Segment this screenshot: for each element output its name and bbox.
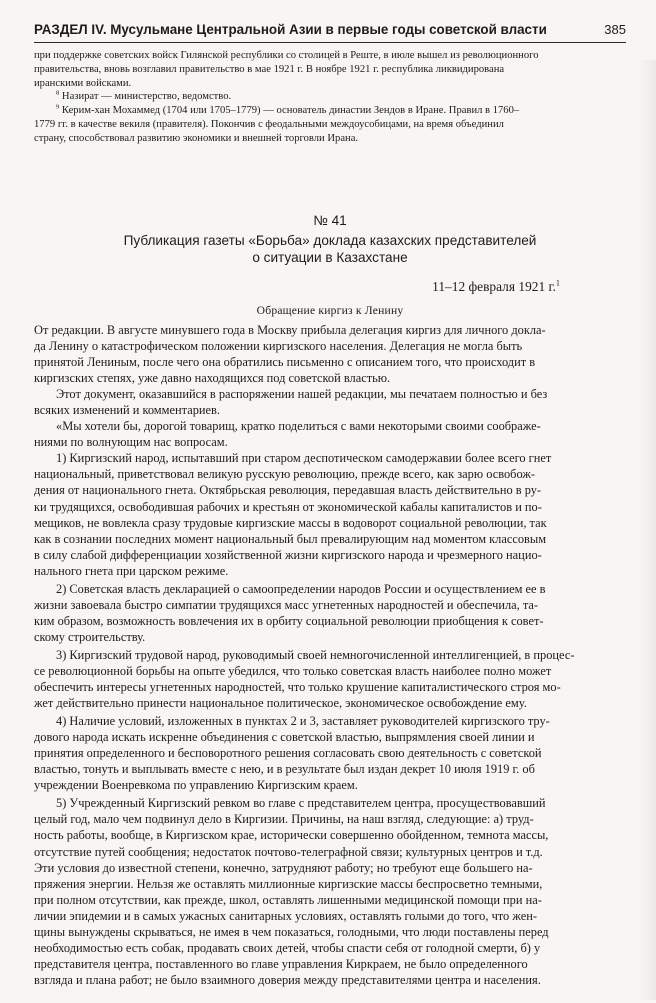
footnote-9-line: 1779 гг. в качестве векиля (правителя). Покончив с феодальными междоусобицами, на время объединил: [34, 118, 504, 130]
body-line: От редакции. В августе минувшего года в Москву прибыла делегация киргиз для личного докла-: [34, 323, 546, 337]
body-line: «Мы хотели бы, дорогой товарищ, кратко поделиться с вами некоторыми своими соображе-: [56, 419, 541, 434]
body-line: Этот документ, оказавшийся в распоряжении нашей редакции, мы печатаем полностью и без: [56, 387, 548, 402]
body-line: 1) Киргизский народ, испытавший при старом деспотическом самодержавии более всего гнет: [56, 451, 552, 466]
footnote-9: [34, 104, 626, 118]
running-header: [34, 20, 626, 43]
footnotes-block: [34, 49, 626, 146]
body-line: 4) Наличие условий, изложенных в пунктах 2 и 3, заставляет руководителей киргизского тру-: [56, 714, 550, 729]
document-body: [34, 322, 626, 988]
body-line: киргизских степях, уже давно находящихся под советской властью.: [34, 371, 391, 386]
footnote-9-line: страну, способствовал развитию экономики и внешней торговли Ирана.: [34, 132, 359, 144]
body-line: мещиков, не вовлекла сразу трудовые киргизские массы в водоворот социальной революции, так: [34, 515, 547, 530]
section-title: РАЗДЕЛ IV. Мусульмане Центральной Азии в первые годы советской власти: [34, 22, 547, 37]
body-line: Эти условия до известной степени, конечно, затрудняют работу; но требуют еще большего на-: [34, 860, 533, 875]
body-line: се революционной борьбы на опыте убедился, что только советская власть наиболее полно может: [34, 663, 552, 678]
document-title: [60, 232, 600, 266]
body-line: жет действительно принести национальное политическое, экономическое освобождение ему.: [34, 696, 527, 711]
footnote-continuation-line: при поддержке советских войск Гилянской республики со столицей в Реште, в июле вышел из революционного: [34, 50, 539, 61]
body-line: взгляда и плана работ; не было взаимного доверия между представителями центра и населения.: [34, 972, 541, 987]
body-line: властью, тонуть и выплывать вместе с нею, и в результате был издан декрет 10 июля 1919 г. об: [34, 762, 535, 777]
body-line: ность работы, вообще, в Киргизском крае, исторически совершенно обойденном, темнота массы,: [34, 828, 549, 843]
body-line: при полном отсутствии, как прежде, школ, оставлять лишенными медицинской помощи при на-: [34, 892, 542, 907]
footnote-8-marker: 8: [56, 89, 60, 97]
body-line: ки трудящихся, освободившая рабочих и крестьян от экономической кабалы капиталистов и по-: [34, 499, 542, 514]
body-line: 5) Учрежденный Киргизский ревком во главе с представителем центра, просуществовавший: [56, 796, 546, 811]
body-line: 3) Киргизский трудовой народ, руководимый своей немногочисленной интеллигенцией, в процес-: [56, 647, 575, 662]
footnote-continuation-line: иранскими войсками.: [34, 77, 132, 89]
footnote-continuation-line: правительства, вновь возглавил правительство в мае 1921 г. В ноябре 1921 г. республика ликвидирована: [34, 63, 505, 75]
body-line: дового народа искать искренне объединения с советской властью, выпрямления своей линии и: [34, 730, 535, 745]
body-line: да Ленину о катастрофическом положении киргизского населения. Делегация не могла быть: [34, 339, 523, 354]
footnote-8: [34, 90, 626, 104]
body-line: личии эпидемии и в самых ужасных санитарных условиях, оставлять голыми до того, что жен-: [34, 908, 538, 923]
body-line: щины вынуждены скрываться, не имея в чем показаться, голодными, что люди поставлены перед: [34, 924, 549, 939]
body-line: целый год, мало чем подвинул дело в Киргизии. Причины, на наш взгляд, следующие: а) труд-: [34, 812, 534, 827]
body-line: необходимостью есть собак, продавать своих детей, чтобы спасти себя от голодной смерти, б) у: [34, 940, 541, 955]
body-line: в силу слабой дифференциации хозяйственной жизни киргизского народа и чрезмерного нацио-: [34, 547, 542, 562]
document-date: [432, 279, 560, 295]
document-subheading: Обращение киргиз к Ленину: [256, 304, 404, 317]
body-line: отсутствие путей сообщения; недостаток почтово-телеграфной связи; культурных центров и т.д.: [34, 844, 543, 859]
body-line: дения от национального гнета. Октябрьская революция, передавшая власть действительно в ру-: [34, 483, 542, 498]
body-line: обеспечить интересы угнетенных народностей, что только крушение капиталистического строя мо-: [34, 680, 561, 695]
date-note-marker: 1: [555, 278, 560, 288]
body-line: представителя центра, поставленного во главе управления Киркраем, не было определенного: [34, 956, 528, 971]
body-line: национальный, приветствовал великую русскую революцию, прежде всего, как зарю освобож-: [34, 467, 536, 482]
page-number: 385: [604, 22, 626, 37]
document-title-line: Публикация газеты «Борьба» доклада казахских представителей: [123, 233, 537, 248]
body-line: 2) Советская власть декларацией о самоопределении народов России и осуществлением ее в: [56, 581, 546, 596]
document-date-text: 11–12 февраля 1921 г.: [432, 279, 556, 294]
scan-edge-shadow: [638, 60, 656, 1000]
body-line: жизни завоевала быстро симпатии трудящихся масс угнетенных народностей и обеспечила, та-: [34, 597, 539, 612]
footnote-8-text: Назират — министерство, ведомство.: [59, 91, 232, 103]
body-line: ниями по волнующим нас вопросам.: [34, 435, 228, 450]
body-line: как в сознании последних момент национальный был превалирующим над моментом классовым: [34, 531, 547, 546]
body-line: пряжения энергии. Нельзя же оставлять миллионные киргизские массы беспросветно темными,: [34, 876, 543, 891]
footnote-9-marker: 9: [56, 103, 60, 111]
footnote-9-text: Керим-хан Мохаммед (1704 или 1705–1779) — основатель династии Зендов в Иране. Правил в 1760–: [59, 105, 520, 117]
body-line: скому строительству.: [34, 629, 146, 644]
body-line: ким образом, возможность вовлечения их в орбиту социальной революции приобщения к совет-: [34, 613, 544, 628]
body-line: нального гнета при царском режиме.: [34, 563, 229, 578]
body-line: всяких изменений и комментариев.: [34, 403, 220, 418]
body-line: принятия определенного и бесповоротного решения согласовать свою деятельность с советской: [34, 746, 542, 761]
body-line: принятой Лениным, после чего она обратились письменно с описанием того, что происходит в: [34, 355, 536, 370]
document-number: № 41: [313, 213, 347, 228]
document-title-line: о ситуации в Казахстане: [252, 250, 408, 265]
body-line: учреждении Военревкома по управлению Киргизским краем.: [34, 778, 358, 793]
